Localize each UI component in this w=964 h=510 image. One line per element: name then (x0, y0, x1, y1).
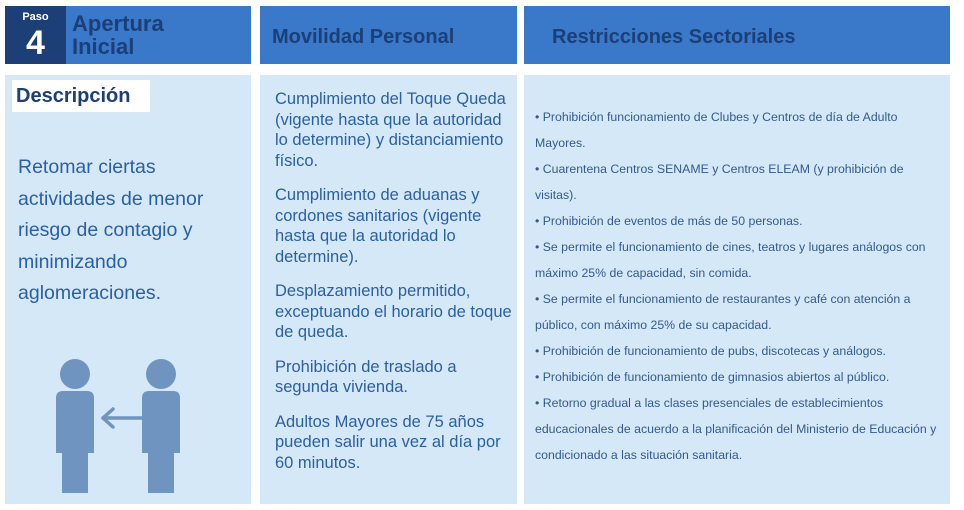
phase-title-line2: Inicial (72, 34, 135, 59)
step-label: Paso (22, 11, 49, 23)
mobility-item: Cumplimiento del Toque Queda (vigente hasta que la autoridad lo determine) y distanciamiento físico. (275, 90, 506, 170)
mobility-item: Cumplimiento de aduanas y cordones sanitarios (vigente hasta que la autoridad lo determine). (275, 186, 482, 266)
phase-header (5, 6, 251, 64)
restrictions-title: Restricciones Sectoriales (552, 26, 796, 48)
restriction-item: • Prohibición de funcionamiento de gimnasios abiertos al público. (535, 370, 890, 384)
mobility-panel (260, 75, 517, 504)
restriction-item: • Se permite el funcionamiento de cines, teatros y lugares análogos con máximo 25% de capacidad, sin comida. (535, 240, 926, 280)
social-distance-people-icon (43, 358, 193, 493)
restriction-item: • Prohibición de funcionamiento de pubs, discotecas y análogos. (535, 344, 886, 358)
restrictions-list (535, 104, 940, 468)
description-label: Descripción (12, 80, 150, 112)
restriction-item: • Cuarentena Centros SENAME y Centros ELEAM (y prohibición de visitas). (535, 162, 904, 202)
mobility-title: Movilidad Personal (272, 26, 455, 48)
description-text: Retomar ciertas actividades de menor riesgo de contagio y minimizando aglomeraciones. (18, 156, 204, 304)
restriction-item: • Se permite el funcionamiento de restaurantes y café con atención a público, con máximo 25% de su capacidad. (535, 292, 911, 332)
restriction-item: • Retorno gradual a las clases presenciales de establecimientos educacionales de acuerdo a la planificación del Ministerio de Educación y condicionado a las situación sanitaria. (535, 396, 937, 462)
restriction-item: • Prohibición funcionamiento de Clubes y Centros de día de Adulto Mayores. (535, 110, 898, 150)
mobility-header (260, 6, 517, 64)
restrictions-panel (524, 75, 950, 504)
mobility-list (275, 89, 513, 487)
mobility-item: Adultos Mayores de 75 años pueden salir una vez al día por 60 minutos. (275, 412, 501, 472)
phase-title (72, 12, 247, 58)
mobility-item: Prohibición de traslado a segunda vivienda. (275, 357, 457, 396)
restrictions-header (524, 6, 950, 64)
description-panel (5, 75, 251, 504)
restriction-item: • Prohibición de eventos de más de 50 personas. (535, 214, 803, 228)
mobility-item: Desplazamiento permitido, exceptuando el horario de toque de queda. (275, 282, 512, 341)
phase-title-line1: Apertura (72, 11, 164, 36)
step-number: 4 (26, 24, 45, 62)
step-badge (5, 6, 66, 64)
